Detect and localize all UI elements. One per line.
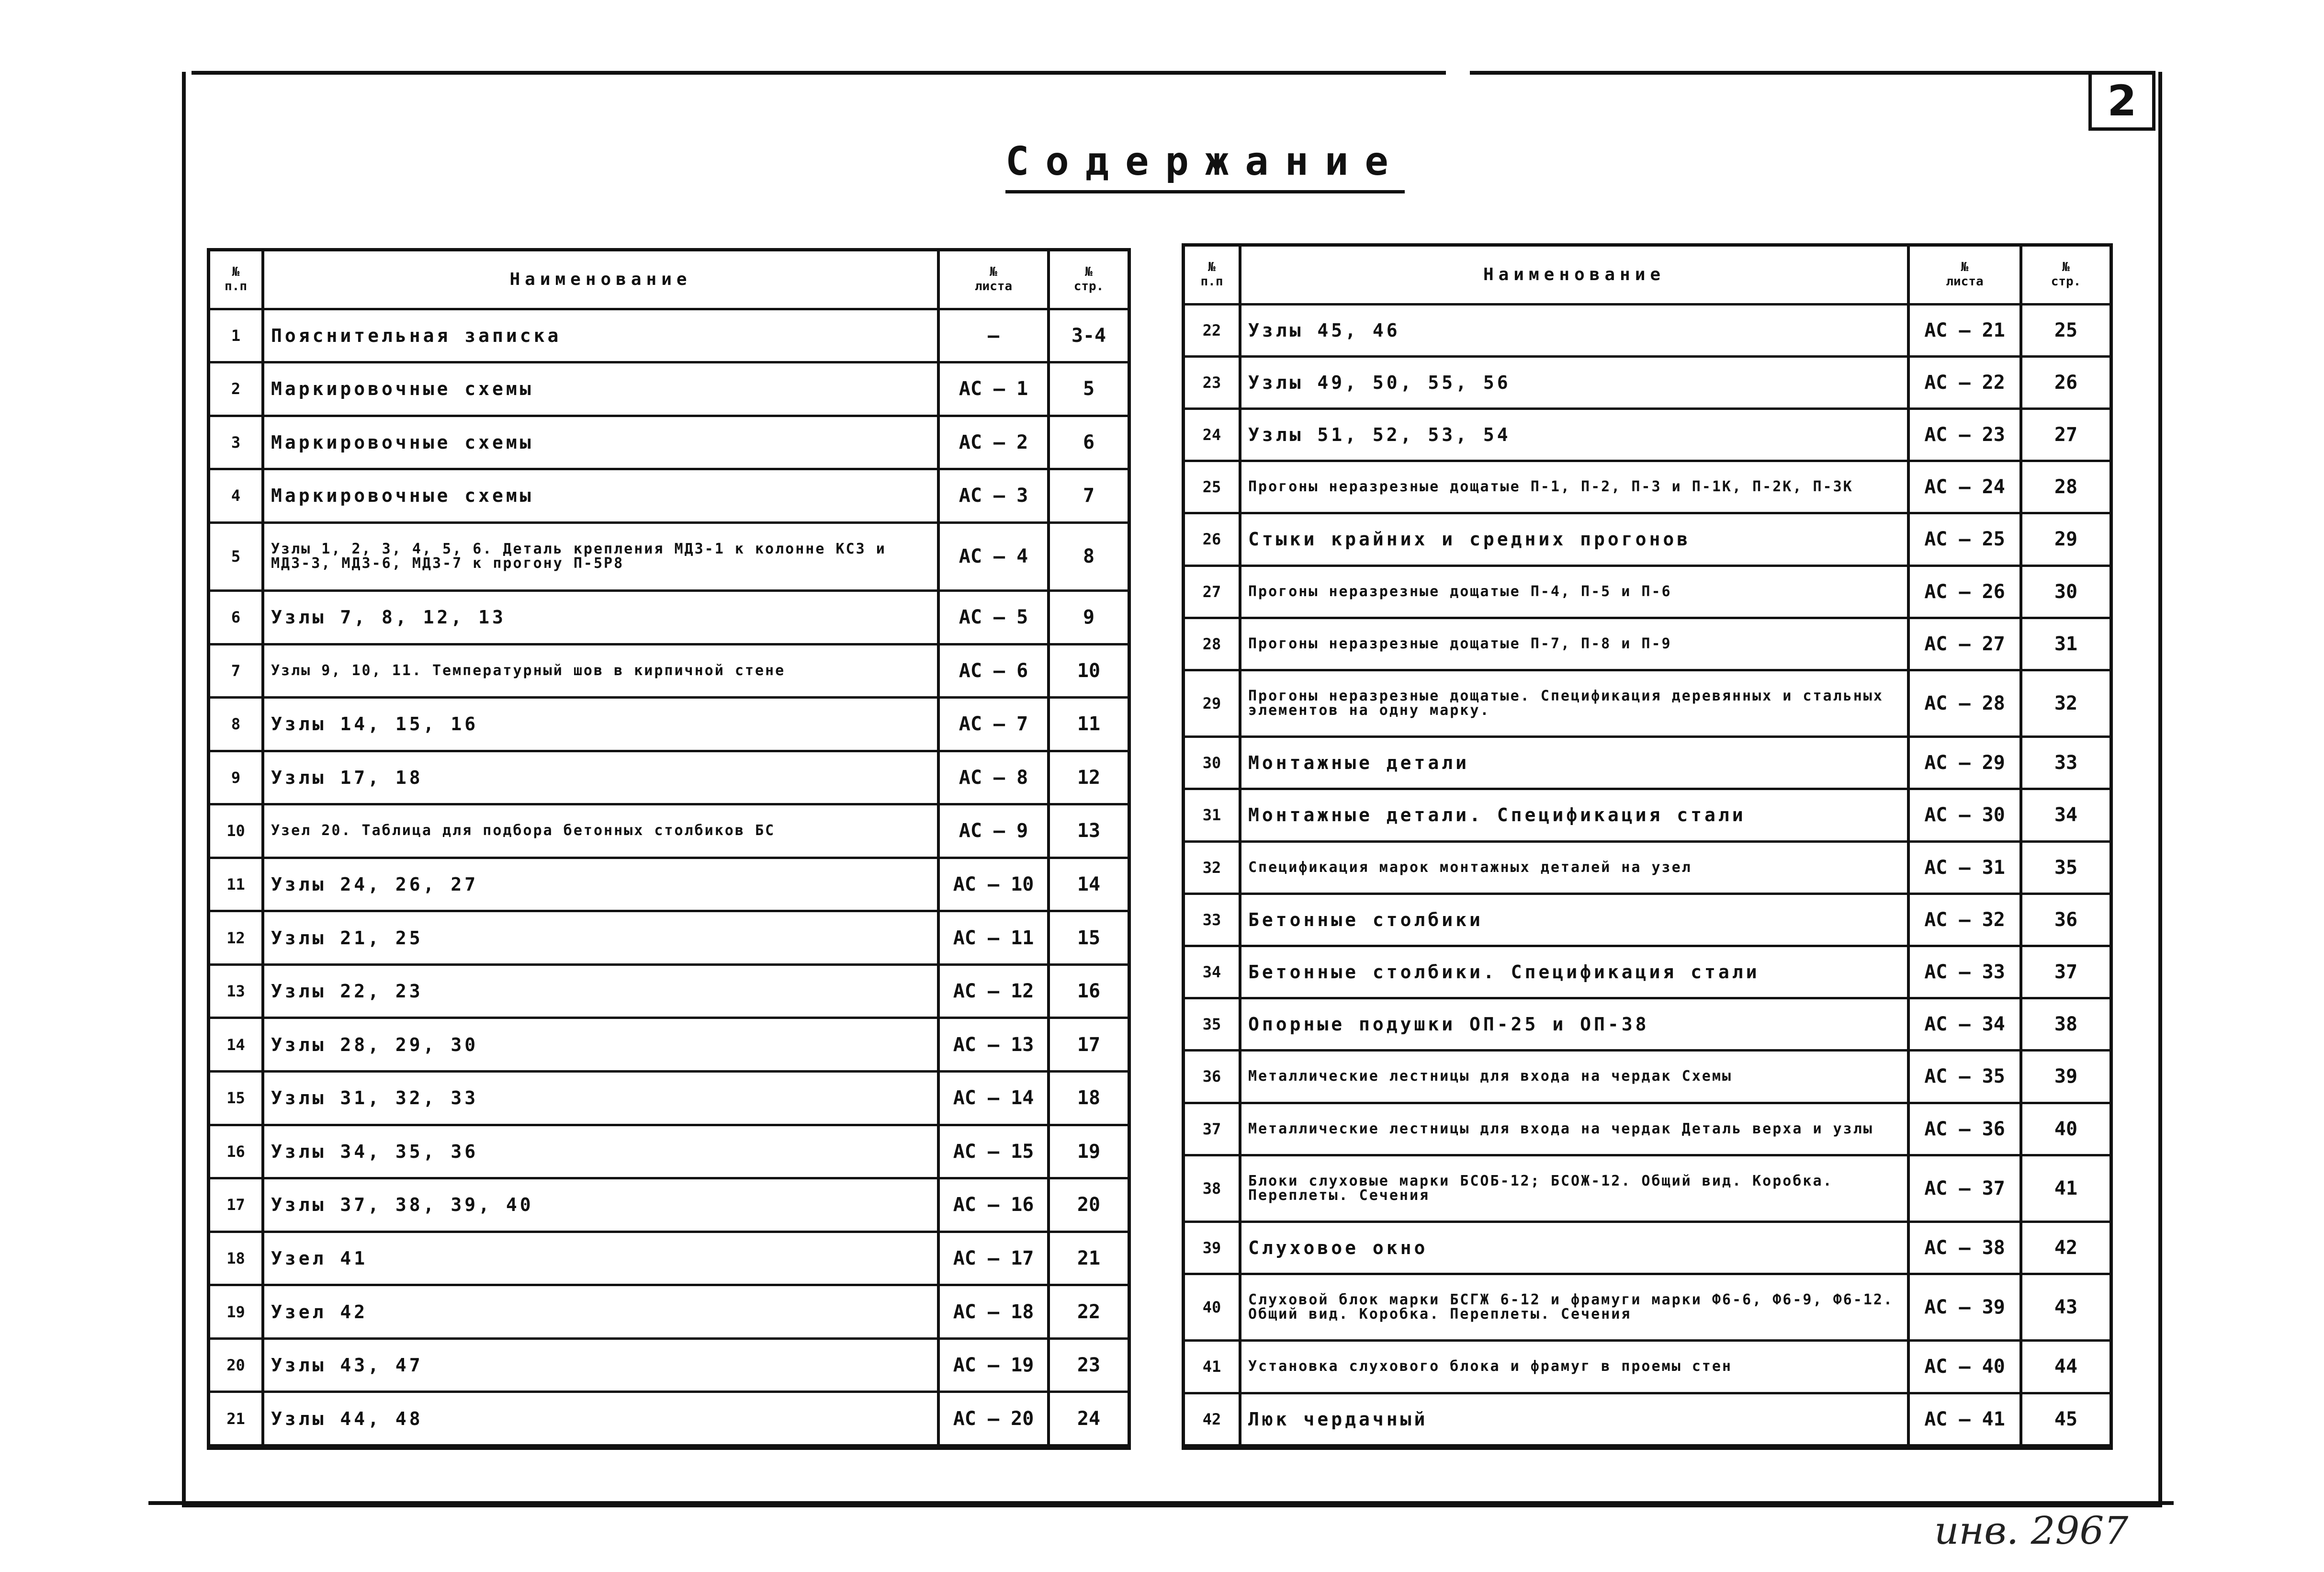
row-number: 14 <box>210 1018 263 1072</box>
row-sheet: АС — 38 <box>1908 1221 2021 1274</box>
row-title: Слуховое окно <box>1240 1221 1908 1274</box>
row-number: 1 <box>210 309 263 362</box>
toc-row <box>210 590 1128 644</box>
row-page: 43 <box>2021 1274 2110 1341</box>
row-title: Узлы 44, 48 <box>263 1392 938 1446</box>
row-page: 41 <box>2021 1155 2110 1221</box>
row-number: 40 <box>1185 1274 1240 1341</box>
page-number: 2 <box>2088 71 2155 131</box>
row-page: 38 <box>2021 998 2110 1051</box>
header-name: Наименование <box>263 251 938 309</box>
row-title: Узлы 17, 18 <box>263 751 938 804</box>
row-page: 5 <box>1049 362 1128 416</box>
row-page: 6 <box>1049 416 1128 469</box>
row-sheet: АС — 25 <box>1908 513 2021 565</box>
row-sheet: АС — 41 <box>1908 1393 2021 1445</box>
row-sheet: АС — 13 <box>938 1018 1049 1072</box>
toc-row <box>210 1178 1128 1232</box>
row-page: 36 <box>2021 893 2110 946</box>
toc-row <box>1185 1221 2110 1274</box>
row-title: Маркировочные схемы <box>263 362 938 416</box>
row-sheet: АС — 12 <box>938 964 1049 1018</box>
row-page: 27 <box>2021 408 2110 461</box>
toc-row <box>210 1338 1128 1392</box>
row-sheet: АС — 19 <box>938 1338 1049 1392</box>
row-page: 18 <box>1049 1072 1128 1125</box>
document-title: Содержание <box>1005 139 1405 193</box>
row-sheet: АС — 21 <box>1908 304 2021 356</box>
row-sheet: АС — 29 <box>1908 737 2021 789</box>
row-title: Узлы 14, 15, 16 <box>263 698 938 751</box>
row-title: Монтажные детали <box>1240 737 1908 789</box>
row-number: 17 <box>210 1178 263 1232</box>
row-title: Опорные подушки ОП-25 и ОП-38 <box>1240 998 1908 1051</box>
toc-row <box>1185 946 2110 998</box>
row-number: 41 <box>1185 1341 1240 1393</box>
row-title: Маркировочные схемы <box>263 416 938 469</box>
row-page: 19 <box>1049 1125 1128 1178</box>
row-number: 10 <box>210 804 263 858</box>
row-page: 37 <box>2021 946 2110 998</box>
toc-row <box>1185 1341 2110 1393</box>
row-number: 16 <box>210 1125 263 1178</box>
row-page: 45 <box>2021 1393 2110 1445</box>
row-number: 42 <box>1185 1393 1240 1445</box>
row-page: 25 <box>2021 304 2110 356</box>
row-number: 9 <box>210 751 263 804</box>
row-title: Прогоны неразрезные дощатые П-1, П-2, П-3 и П-1К, П-2К, П-3К <box>1240 461 1908 513</box>
row-page: 44 <box>2021 1341 2110 1393</box>
row-page: 28 <box>2021 461 2110 513</box>
row-page: 13 <box>1049 804 1128 858</box>
row-title: Металлические лестницы для входа на чердак Схемы <box>1240 1051 1908 1103</box>
row-page: 31 <box>2021 618 2110 670</box>
row-page: 32 <box>2021 670 2110 736</box>
row-sheet: АС — 11 <box>938 911 1049 965</box>
row-number: 6 <box>210 590 263 644</box>
row-sheet: — <box>938 309 1049 362</box>
row-page: 8 <box>1049 522 1128 590</box>
row-sheet: АС — 31 <box>1908 841 2021 893</box>
row-title: Узлы 7, 8, 12, 13 <box>263 590 938 644</box>
row-page: 35 <box>2021 841 2110 893</box>
row-sheet: АС — 22 <box>1908 356 2021 408</box>
toc-row <box>210 804 1128 858</box>
row-number: 32 <box>1185 841 1240 893</box>
row-page: 23 <box>1049 1338 1128 1392</box>
row-page: 20 <box>1049 1178 1128 1232</box>
row-sheet: АС — 27 <box>1908 618 2021 670</box>
row-page: 21 <box>1049 1232 1128 1285</box>
row-sheet: АС — 9 <box>938 804 1049 858</box>
row-sheet: АС — 28 <box>1908 670 2021 736</box>
row-title: Узлы 43, 47 <box>263 1338 938 1392</box>
toc-row <box>1185 618 2110 670</box>
toc-row <box>210 964 1128 1018</box>
row-sheet: АС — 34 <box>1908 998 2021 1051</box>
row-page: 42 <box>2021 1221 2110 1274</box>
row-title: Прогоны неразрезные дощатые П-4, П-5 и П-6 <box>1240 565 1908 618</box>
row-page: 24 <box>1049 1392 1128 1446</box>
row-title: Металлические лестницы для входа на чердак Деталь верха и узлы <box>1240 1103 1908 1155</box>
row-number: 33 <box>1185 893 1240 946</box>
toc-row <box>210 858 1128 911</box>
row-title: Узлы 28, 29, 30 <box>263 1018 938 1072</box>
row-page: 29 <box>2021 513 2110 565</box>
toc-row <box>1185 1155 2110 1221</box>
row-number: 8 <box>210 698 263 751</box>
row-title: Блоки слуховые марки БСОБ-12; БСОЖ-12. Общий вид. Коробка. Переплеты. Сечения <box>1240 1155 1908 1221</box>
header-page: № стр. <box>1049 251 1128 309</box>
row-number: 3 <box>210 416 263 469</box>
row-sheet: АС — 16 <box>938 1178 1049 1232</box>
toc-row <box>1185 304 2110 356</box>
toc-row <box>1185 356 2110 408</box>
row-number: 34 <box>1185 946 1240 998</box>
toc-row <box>210 416 1128 469</box>
row-number: 2 <box>210 362 263 416</box>
row-sheet: АС — 6 <box>938 644 1049 698</box>
inventory-note: инв. 2967 <box>1934 1508 2129 1553</box>
row-page: 11 <box>1049 698 1128 751</box>
row-title: Узлы 37, 38, 39, 40 <box>263 1178 938 1232</box>
row-sheet: АС — 1 <box>938 362 1049 416</box>
row-sheet: АС — 18 <box>938 1285 1049 1339</box>
row-title: Спецификация марок монтажных деталей на узел <box>1240 841 1908 893</box>
row-number: 30 <box>1185 737 1240 789</box>
row-page: 40 <box>2021 1103 2110 1155</box>
toc-table-left <box>207 248 1131 1450</box>
row-page: 12 <box>1049 751 1128 804</box>
row-title: Узел 20. Таблица для подбора бетонных столбиков БС <box>263 804 938 858</box>
row-title: Установка слухового блока и фрамуг в проемы стен <box>1240 1341 1908 1393</box>
row-title: Стыки крайних и средних прогонов <box>1240 513 1908 565</box>
row-sheet: АС — 36 <box>1908 1103 2021 1155</box>
toc-row <box>1185 737 2110 789</box>
toc-row <box>210 911 1128 965</box>
row-sheet: АС — 40 <box>1908 1341 2021 1393</box>
row-sheet: АС — 10 <box>938 858 1049 911</box>
row-sheet: АС — 5 <box>938 590 1049 644</box>
row-title: Узел 41 <box>263 1232 938 1285</box>
toc-row <box>1185 893 2110 946</box>
row-page: 22 <box>1049 1285 1128 1339</box>
toc-row <box>210 522 1128 590</box>
row-page: 15 <box>1049 911 1128 965</box>
toc-row <box>1185 408 2110 461</box>
toc-row <box>210 751 1128 804</box>
toc-row <box>1185 789 2110 841</box>
row-title: Слуховой блок марки БСГЖ 6-12 и фрамуги марки Ф6-6, Ф6-9, Ф6-12. Общий вид. Коробка. Переплеты. Сечения <box>1240 1274 1908 1341</box>
toc-row <box>210 362 1128 416</box>
header-num: № п.п <box>1185 247 1240 304</box>
row-number: 18 <box>210 1232 263 1285</box>
row-sheet: АС — 32 <box>1908 893 2021 946</box>
row-title: Монтажные детали. Спецификация стали <box>1240 789 1908 841</box>
row-number: 35 <box>1185 998 1240 1051</box>
row-number: 21 <box>210 1392 263 1446</box>
row-number: 39 <box>1185 1221 1240 1274</box>
row-title: Узлы 24, 26, 27 <box>263 858 938 911</box>
row-sheet: АС — 24 <box>1908 461 2021 513</box>
row-page: 34 <box>2021 789 2110 841</box>
row-page: 3-4 <box>1049 309 1128 362</box>
row-sheet: АС — 3 <box>938 469 1049 523</box>
row-number: 28 <box>1185 618 1240 670</box>
row-title: Узлы 45, 46 <box>1240 304 1908 356</box>
row-title: Прогоны неразрезные дощатые П-7, П-8 и П-9 <box>1240 618 1908 670</box>
row-sheet: АС — 37 <box>1908 1155 2021 1221</box>
row-sheet: АС — 26 <box>1908 565 2021 618</box>
row-number: 24 <box>1185 408 1240 461</box>
toc-row <box>1185 1393 2110 1445</box>
row-title: Узел 42 <box>263 1285 938 1339</box>
toc-row <box>210 644 1128 698</box>
toc-body-right <box>1185 304 2110 1446</box>
toc-row <box>1185 461 2110 513</box>
row-page: 10 <box>1049 644 1128 698</box>
row-page: 26 <box>2021 356 2110 408</box>
row-title: Узлы 34, 35, 36 <box>263 1125 938 1178</box>
row-page: 14 <box>1049 858 1128 911</box>
row-sheet: АС — 39 <box>1908 1274 2021 1341</box>
toc-row <box>1185 998 2110 1051</box>
toc-row <box>1185 670 2110 736</box>
header-sheet: № листа <box>938 251 1049 309</box>
row-number: 7 <box>210 644 263 698</box>
row-number: 25 <box>1185 461 1240 513</box>
row-title: Узлы 49, 50, 55, 56 <box>1240 356 1908 408</box>
row-sheet: АС — 30 <box>1908 789 2021 841</box>
header-page: № стр. <box>2021 247 2110 304</box>
row-title: Пояснительная записка <box>263 309 938 362</box>
row-title: Узлы 31, 32, 33 <box>263 1072 938 1125</box>
row-page: 16 <box>1049 964 1128 1018</box>
row-number: 11 <box>210 858 263 911</box>
row-title: Бетонные столбики <box>1240 893 1908 946</box>
row-sheet: АС — 8 <box>938 751 1049 804</box>
toc-row <box>1185 841 2110 893</box>
toc-row <box>210 1392 1128 1446</box>
row-number: 19 <box>210 1285 263 1339</box>
row-number: 15 <box>210 1072 263 1125</box>
row-sheet: АС — 23 <box>1908 408 2021 461</box>
row-number: 12 <box>210 911 263 965</box>
row-number: 4 <box>210 469 263 523</box>
row-number: 23 <box>1185 356 1240 408</box>
row-sheet: АС — 15 <box>938 1125 1049 1178</box>
row-sheet: АС — 4 <box>938 522 1049 590</box>
toc-row <box>210 1125 1128 1178</box>
row-number: 31 <box>1185 789 1240 841</box>
row-page: 30 <box>2021 565 2110 618</box>
row-title: Прогоны неразрезные дощатые. Спецификация деревянных и стальных элементов на одну марку. <box>1240 670 1908 736</box>
row-number: 5 <box>210 522 263 590</box>
row-page: 9 <box>1049 590 1128 644</box>
row-title: Узлы 51, 52, 53, 54 <box>1240 408 1908 461</box>
row-sheet: АС — 2 <box>938 416 1049 469</box>
row-sheet: АС — 33 <box>1908 946 2021 998</box>
toc-row <box>210 469 1128 523</box>
row-sheet: АС — 20 <box>938 1392 1049 1446</box>
toc-row <box>1185 1274 2110 1341</box>
toc-row <box>1185 1103 2110 1155</box>
toc-row <box>210 1018 1128 1072</box>
header-sheet: № листа <box>1908 247 2021 304</box>
toc-row <box>210 1285 1128 1339</box>
row-title: Узлы 21, 25 <box>263 911 938 965</box>
toc-body-left <box>210 309 1128 1446</box>
row-title: Узлы 22, 23 <box>263 964 938 1018</box>
row-number: 29 <box>1185 670 1240 736</box>
toc-row <box>210 698 1128 751</box>
toc-row <box>210 309 1128 362</box>
row-number: 26 <box>1185 513 1240 565</box>
row-page: 33 <box>2021 737 2110 789</box>
row-sheet: АС — 35 <box>1908 1051 2021 1103</box>
row-page: 7 <box>1049 469 1128 523</box>
toc-row <box>1185 513 2110 565</box>
row-number: 20 <box>210 1338 263 1392</box>
toc-row <box>1185 1051 2110 1103</box>
row-number: 22 <box>1185 304 1240 356</box>
row-number: 13 <box>210 964 263 1018</box>
row-sheet: АС — 14 <box>938 1072 1049 1125</box>
row-title: Узлы 9, 10, 11. Температурный шов в кирпичной стене <box>263 644 938 698</box>
row-number: 36 <box>1185 1051 1240 1103</box>
row-title: Люк чердачный <box>1240 1393 1908 1445</box>
row-page: 39 <box>2021 1051 2110 1103</box>
toc-row <box>210 1232 1128 1285</box>
toc-row <box>1185 565 2110 618</box>
frame-bottom-line <box>148 1501 2174 1505</box>
row-title: Узлы 1, 2, 3, 4, 5, 6. Деталь крепления МДЗ-1 к колонне КС3 и МДЗ-3, МДЗ-6, МДЗ-7 к прогону П-5Р8 <box>263 522 938 590</box>
header-name: Наименование <box>1240 247 1908 304</box>
header-num: № п.п <box>210 251 263 309</box>
row-number: 38 <box>1185 1155 1240 1221</box>
row-sheet: АС — 7 <box>938 698 1049 751</box>
row-number: 27 <box>1185 565 1240 618</box>
toc-row <box>210 1072 1128 1125</box>
toc-table-right <box>1182 243 2113 1450</box>
row-sheet: АС — 17 <box>938 1232 1049 1285</box>
row-title: Маркировочные схемы <box>263 469 938 523</box>
row-title: Бетонные столбики. Спецификация стали <box>1240 946 1908 998</box>
row-page: 17 <box>1049 1018 1128 1072</box>
row-number: 37 <box>1185 1103 1240 1155</box>
